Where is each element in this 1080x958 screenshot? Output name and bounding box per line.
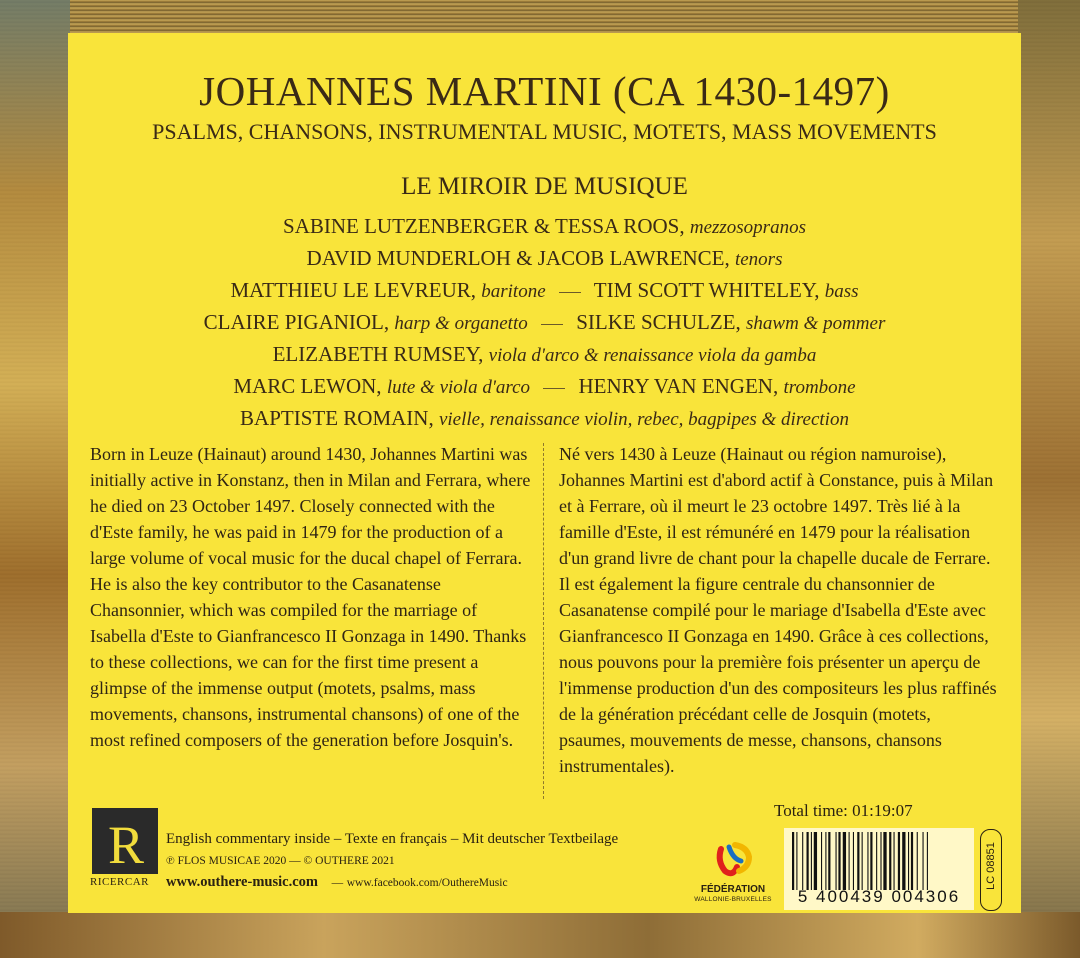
- barcode-bar: [857, 832, 859, 890]
- total-time: Total time: 01:19:07: [774, 801, 913, 820]
- back-cover-panel: [68, 33, 1021, 913]
- performer-line: SABINE LUTZENBERGER & TESSA ROOS, mezzosopranos: [283, 214, 806, 238]
- barcode-bar: [802, 832, 803, 890]
- barcode-bar: [902, 832, 905, 890]
- barcode-bars: [792, 832, 968, 890]
- album-subtitle: PSALMS, CHANSONS, INSTRUMENTAL MUSIC, MOTETS, MASS MOVEMENTS: [152, 119, 937, 144]
- album-title: JOHANNES MARTINI (CA 1430-1497): [199, 68, 890, 114]
- barcode-bar: [923, 832, 924, 890]
- barcode-bar: [828, 832, 830, 890]
- barcode-bar: [821, 832, 822, 890]
- barcode-bar: [807, 832, 809, 890]
- cover-art-left: [0, 0, 70, 958]
- barcode-bar: [876, 832, 877, 890]
- barcode-bar: [811, 832, 812, 890]
- barcode-bar: [849, 832, 850, 890]
- ensemble-name: LE MIROIR DE MUSIQUE: [401, 173, 688, 200]
- label-code-badge: [980, 829, 1002, 911]
- federation-wallonie-bruxelles-label: FÉDÉRATION WALLONIE-BRUXELLES: [694, 884, 772, 903]
- label-code: LC 08851: [985, 842, 997, 890]
- notes-french: Né vers 1430 à Leuze (Hainaut ou région namuroise), Johannes Martini est d'abord actif à Constance, puis à Milan et à Ferrare, où il meurt le 23 octobre 1497. Très lié à la famille d'Este, il est rémunéré en 1479 pour la réalisation d'un grand livre de chant pour la chapelle ducale de Ferrare. Il est également la figure centrale du chansonnier de Casanatense compilé pour le mariage d'Isabella d'Este avec Gianfrancesco II Gonzaga en 1490. Grâce à ces collections, nous pouvons pour la première fois présenter un aperçu de l'immense production d'un des compositeurs les plus raffinés de la génération précédant celle de Josquin (motets, psaumes, mouvements de messe, chansons, chansons instrumentales).: [559, 444, 997, 776]
- barcode-bar: [814, 832, 817, 890]
- copyright-notice: ℗ FLOS MUSICAE 2020 — © OUTHERE 2021: [166, 855, 395, 867]
- facebook-link[interactable]: www.facebook.com/OuthereMusic: [346, 877, 508, 889]
- barcode-bar: [870, 832, 872, 890]
- notes-english: Born in Leuze (Hainaut) around 1430, Johannes Martini was initially active in Konstanz, then in Milan and Ferrara, where he died on 23 October 1497. Closely connected with the d'Este family, he was paid in 1479 for the production of a large volume of vocal music for the ducal chapel of Ferrara. He is also the key contributor to the Casanatense Chansonnier, which was compiled for the marriage of Isabella d'Este to Gianfrancesco II Gonzaga in 1490. Thanks to these collections, we can for the first time present a glimpse of the immense output (motets, psalms, mass movements, chansons, instrumental chansons) of one of the most refined composers of the generation before Josquin's.: [90, 444, 531, 750]
- performer-line: MARC LEWON, lute & viola d'arco HENRY VAN ENGEN, trombone: [233, 374, 856, 398]
- barcode: [784, 828, 974, 910]
- barcode-bar: [911, 832, 913, 890]
- barcode-bar: [927, 832, 928, 890]
- cover-art-right: [1018, 0, 1080, 958]
- performer-line: BAPTISTE ROMAIN, vielle, renaissance violin, rebec, bagpipes & direction: [240, 406, 849, 430]
- barcode-bar: [883, 832, 886, 890]
- barcode-bar: [917, 832, 918, 890]
- ricercar-logo: [92, 808, 158, 874]
- barcode-bar: [792, 832, 794, 890]
- barcode-bar: [880, 832, 881, 890]
- barcode-bar: [908, 832, 909, 890]
- barcode-bar: [862, 832, 863, 890]
- performer-line: CLAIRE PIGANIOL, harp & organetto SILKE SCHULZE, shawm & pommer: [203, 310, 886, 334]
- separator-dash: [541, 324, 563, 325]
- separator-dash: [559, 292, 581, 293]
- ricercar-label-name: RICERCAR: [90, 876, 150, 888]
- barcode-bar: [838, 832, 840, 890]
- barcode-bar: [894, 832, 895, 890]
- website-link[interactable]: www.outhere-music.com: [166, 874, 318, 890]
- barcode-bar: [825, 832, 826, 890]
- barcode-bar: [889, 832, 891, 890]
- column-divider: [543, 443, 544, 799]
- separator-dash: [543, 388, 565, 389]
- barcode-bar: [898, 832, 900, 890]
- ricercar-logo-letter: R: [108, 815, 145, 875]
- federation-wallonie-bruxelles-icon: [711, 837, 757, 883]
- performer-list: [68, 211, 1021, 435]
- performer-line: MATTHIEU LE LEVREUR, baritone TIM SCOTT WHITELEY, bass: [230, 278, 859, 302]
- barcode-bar: [853, 832, 854, 890]
- cover-art-bottom: [0, 912, 1080, 958]
- barcode-number: 5 400439 004306: [797, 887, 961, 906]
- barcode-bar: [796, 832, 797, 890]
- performer-line: DAVID MUNDERLOH & JACOB LAWRENCE, tenors: [306, 246, 783, 270]
- barcode-bar: [867, 832, 868, 890]
- performer-line: ELIZABETH RUMSEY, viola d'arco & renaissance viola da gamba: [272, 342, 817, 366]
- barcode-bar: [836, 832, 837, 890]
- language-notice: English commentary inside – Texte en français – Mit deutscher Textbeilage: [166, 831, 619, 847]
- barcode-bar: [843, 832, 846, 890]
- web-links: www.outhere-music.com — www.facebook.com/OuthereMusic: [166, 874, 508, 890]
